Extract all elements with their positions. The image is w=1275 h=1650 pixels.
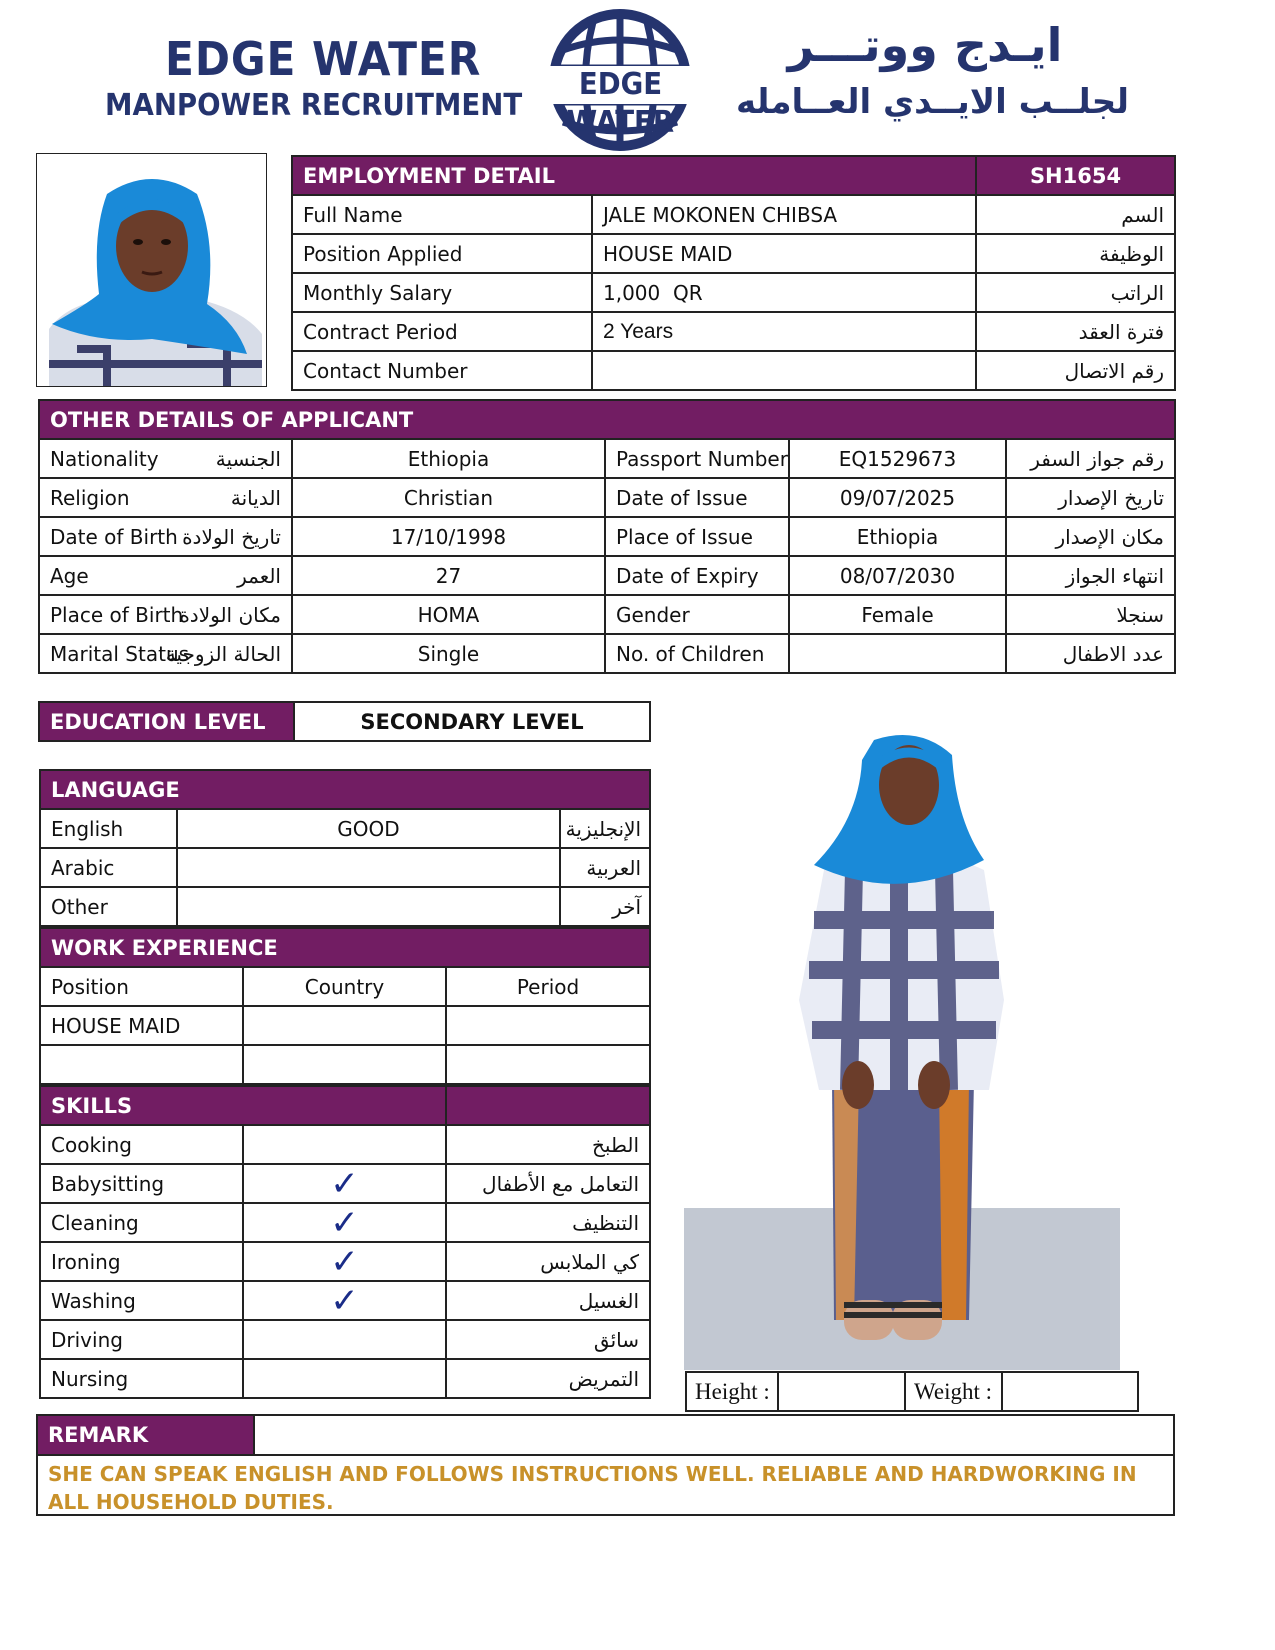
weight-value <box>1002 1372 1138 1411</box>
table-row <box>40 1203 650 1242</box>
table-row <box>39 595 1175 634</box>
contact-number-label: Contact Number <box>292 351 592 390</box>
detail-label-2: Date of Issue <box>605 478 789 517</box>
detail-value-2 <box>789 634 1006 673</box>
table-row <box>39 517 1175 556</box>
language-name: Other <box>40 887 177 926</box>
table-row <box>40 1125 650 1164</box>
skill-name: Babysitting <box>40 1164 243 1203</box>
skill-name: Ironing <box>40 1242 243 1281</box>
detail-arabic-label: الجنسية <box>174 439 292 478</box>
arabic-logo-title: ايـدج ووتـــر <box>787 18 1063 72</box>
skill-name: Washing <box>40 1281 243 1320</box>
contract-period-arabic-label: فترة العقد <box>976 312 1175 351</box>
table-row <box>292 351 1175 390</box>
detail-arabic-label-2: عدد الاطفال <box>1006 634 1175 673</box>
detail-value-2: 09/07/2025 <box>789 478 1006 517</box>
education-level-table <box>38 701 651 742</box>
work-experience-title: WORK EXPERIENCE <box>40 928 650 967</box>
detail-label-2: Passport Number <box>605 439 789 478</box>
language-name: English <box>40 809 177 848</box>
work-cell <box>40 1045 243 1084</box>
applicant-portrait-photo <box>36 153 267 387</box>
position-applied-value: HOUSE MAID <box>592 234 976 273</box>
full-name-label: Full Name <box>292 195 592 234</box>
remark-text: SHE CAN SPEAK ENGLISH AND FOLLOWS INSTRUCTIONS WELL. RELIABLE AND HARDWORKING IN ALL HOUSEHOLD DUTIES. <box>48 1462 1137 1514</box>
contact-number-value <box>592 351 976 390</box>
checkmark-icon: ✓ <box>330 1241 359 1282</box>
detail-arabic-label: العمر <box>174 556 292 595</box>
work-cell <box>446 1045 650 1084</box>
table-row <box>40 1320 650 1359</box>
detail-arabic-label-2: سنجلا <box>1006 595 1175 634</box>
contract-period-label: Contract Period <box>292 312 592 351</box>
skill-arabic-name: التمريض <box>446 1359 650 1398</box>
table-row <box>40 809 650 848</box>
skill-check-cell <box>243 1125 446 1164</box>
skill-arabic-name: الطبخ <box>446 1125 650 1164</box>
work-experience-table <box>39 927 651 1085</box>
language-level <box>177 887 560 926</box>
skill-check-cell <box>243 1164 446 1203</box>
height-weight-table <box>685 1371 1139 1412</box>
logo-subtitle: MANPOWER RECRUITMENT <box>105 88 523 123</box>
language-arabic-name: آخر <box>560 887 650 926</box>
detail-value-2: Ethiopia <box>789 517 1006 556</box>
detail-arabic-label-2: تاريخ الإصدار <box>1006 478 1175 517</box>
detail-arabic-label: تاريخ الولادة <box>174 517 292 556</box>
detail-value: 17/10/1998 <box>292 517 605 556</box>
detail-arabic-label: مكان الولادة <box>174 595 292 634</box>
monthly-salary-arabic-label: الراتب <box>976 273 1175 312</box>
logo-title: EDGE WATER <box>165 32 482 86</box>
detail-arabic-label: الديانة <box>174 478 292 517</box>
position-applied-label: Position Applied <box>292 234 592 273</box>
detail-value-2: 08/07/2030 <box>789 556 1006 595</box>
height-value <box>778 1372 905 1411</box>
skill-arabic-name: سائق <box>446 1320 650 1359</box>
applicant-code: SH1654 <box>976 156 1175 195</box>
work-cell <box>446 1006 650 1045</box>
checkmark-icon: ✓ <box>330 1280 359 1321</box>
globe-logo <box>523 10 718 150</box>
skill-arabic-name: التنظيف <box>446 1203 650 1242</box>
skill-check-cell <box>243 1281 446 1320</box>
employment-detail-table <box>291 155 1176 391</box>
language-name: Arabic <box>40 848 177 887</box>
skill-name: Cooking <box>40 1125 243 1164</box>
detail-arabic-label: الحالة الزوجية <box>174 634 292 673</box>
detail-arabic-label-2: انتهاء الجواز <box>1006 556 1175 595</box>
employment-detail-title: EMPLOYMENT DETAIL <box>292 156 976 195</box>
table-row <box>292 273 1175 312</box>
skill-arabic-name: التعامل مع الأطفال <box>446 1164 650 1203</box>
height-label: Height : <box>686 1372 778 1411</box>
work-header: Country <box>243 967 446 1006</box>
language-level: GOOD <box>177 809 560 848</box>
skill-arabic-name: كي الملابس <box>446 1242 650 1281</box>
table-row <box>39 439 1175 478</box>
detail-value-2: EQ1529673 <box>789 439 1006 478</box>
table-row <box>40 967 650 1006</box>
skill-name: Driving <box>40 1320 243 1359</box>
table-row <box>292 234 1175 273</box>
detail-value: 27 <box>292 556 605 595</box>
position-applied-arabic-label: الوظيفة <box>976 234 1175 273</box>
skill-name: Nursing <box>40 1359 243 1398</box>
detail-label-2: Place of Issue <box>605 517 789 556</box>
language-arabic-name: الإنجليزية <box>560 809 650 848</box>
monthly-salary-value: 1,000 QR <box>592 273 976 312</box>
detail-arabic-label-2: رقم جواز السفر <box>1006 439 1175 478</box>
detail-value: Single <box>292 634 605 673</box>
detail-label: Date of Birth <box>39 517 174 556</box>
table-row <box>292 195 1175 234</box>
detail-value-2: Female <box>789 595 1006 634</box>
arabic-logo-subtitle: لجلــب الايــدي العــامله <box>735 82 1129 122</box>
contact-number-arabic-label: رقم الاتصال <box>976 351 1175 390</box>
language-arabic-name: العربية <box>560 848 650 887</box>
detail-label: Marital Status <box>39 634 174 673</box>
table-row <box>40 887 650 926</box>
skill-name: Cleaning <box>40 1203 243 1242</box>
globe-logo-text: EDGE WATER <box>566 67 675 140</box>
work-cell: HOUSE MAID <box>40 1006 243 1045</box>
skill-arabic-name: الغسيل <box>446 1281 650 1320</box>
monthly-salary-label: Monthly Salary <box>292 273 592 312</box>
language-title: LANGUAGE <box>40 770 650 809</box>
skill-check-cell <box>243 1203 446 1242</box>
work-cell <box>243 1006 446 1045</box>
remark-section <box>36 1414 1175 1516</box>
education-level-label: EDUCATION LEVEL <box>39 702 294 741</box>
other-details-title: OTHER DETAILS OF APPLICANT <box>39 400 1175 439</box>
checkmark-icon: ✓ <box>330 1163 359 1204</box>
table-row <box>40 1359 650 1398</box>
remark-title: REMARK <box>38 1416 255 1454</box>
skill-check-cell <box>243 1359 446 1398</box>
work-cell <box>243 1045 446 1084</box>
table-row <box>40 1281 650 1320</box>
full-name-arabic-label: السم <box>976 195 1175 234</box>
table-row <box>40 1242 650 1281</box>
detail-value: HOMA <box>292 595 605 634</box>
skill-check-cell <box>243 1320 446 1359</box>
detail-value: Christian <box>292 478 605 517</box>
table-row <box>39 634 1175 673</box>
detail-label-2: Gender <box>605 595 789 634</box>
weight-label: Weight : <box>905 1372 1002 1411</box>
table-row <box>40 848 650 887</box>
detail-label-2: Date of Expiry <box>605 556 789 595</box>
detail-label: Place of Birth <box>39 595 174 634</box>
skill-check-cell <box>243 1242 446 1281</box>
skills-title-blank <box>446 1086 650 1125</box>
work-header: Period <box>446 967 650 1006</box>
language-level <box>177 848 560 887</box>
detail-label-2: No. of Children <box>605 634 789 673</box>
table-row <box>39 478 1175 517</box>
table-row <box>39 556 1175 595</box>
skills-title: SKILLS <box>40 1086 446 1125</box>
full-name-value: JALE MOKONEN CHIBSA <box>592 195 976 234</box>
table-row <box>40 1164 650 1203</box>
education-level-value: SECONDARY LEVEL <box>294 702 650 741</box>
work-header: Position <box>40 967 243 1006</box>
language-table <box>39 769 651 927</box>
detail-value: Ethiopia <box>292 439 605 478</box>
table-row <box>292 312 1175 351</box>
skills-table <box>39 1085 651 1399</box>
other-details-table <box>38 399 1176 674</box>
checkmark-icon: ✓ <box>330 1202 359 1243</box>
detail-label: Nationality <box>39 439 174 478</box>
applicant-full-body-photo <box>684 700 1120 1370</box>
table-row <box>40 1045 650 1084</box>
detail-label: Religion <box>39 478 174 517</box>
detail-label: Age <box>39 556 174 595</box>
table-row <box>40 1006 650 1045</box>
contract-period-value: 2 Years <box>592 312 976 351</box>
detail-arabic-label-2: مكان الإصدار <box>1006 517 1175 556</box>
